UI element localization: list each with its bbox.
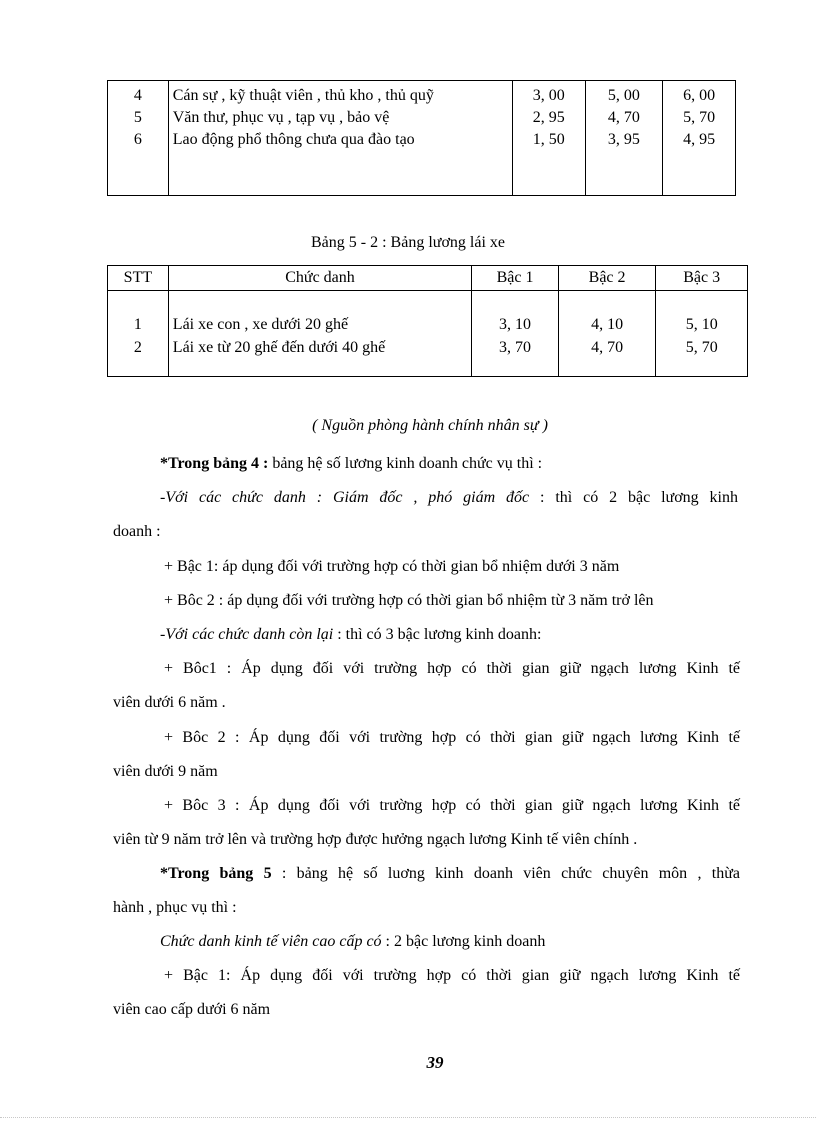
paragraph-text: : thì có 2 bậc lương kinh bbox=[529, 489, 738, 506]
grade-2-value: 4, 10 bbox=[591, 316, 624, 333]
row-number: 4 bbox=[133, 87, 142, 104]
paragraph-italic: Chức danh kinh tế viên cao cấp có bbox=[160, 933, 382, 950]
paragraph-line: viên dưới 6 năm . bbox=[113, 694, 226, 711]
paragraph-other-titles bbox=[160, 626, 541, 644]
paragraph-senior-economist bbox=[160, 933, 545, 951]
paragraph-lead: *Trong bảng 5 bbox=[160, 865, 272, 882]
grade-2-value: 5, 00 bbox=[607, 87, 640, 104]
grade-1-value: 1, 50 bbox=[532, 131, 565, 148]
page-number: 39 bbox=[426, 1053, 444, 1072]
grade-3-value: 5, 10 bbox=[685, 316, 718, 333]
paragraph-line: + Bậc 1: Áp dụng đối với trường hợp có thời gian giữ ngạch lương Kinh tế bbox=[164, 967, 740, 984]
table-row bbox=[108, 81, 736, 196]
grade-3-value: 5, 70 bbox=[683, 109, 716, 126]
grade-3-value: 5, 70 bbox=[685, 339, 718, 356]
grade-1-value: 2, 95 bbox=[532, 109, 565, 126]
grade-2-value: 3, 95 bbox=[607, 131, 640, 148]
paragraph-line: + Bôc 2 : áp dụng đối với trường hợp có thời gian bổ nhiệm từ 3 năm trở lên bbox=[164, 592, 654, 609]
column-header: Bậc 3 bbox=[656, 266, 748, 291]
paragraph-table4 bbox=[160, 455, 542, 473]
grade-1-value: 3, 70 bbox=[499, 339, 531, 356]
table-header-row bbox=[108, 266, 748, 291]
driver-salary-table bbox=[107, 265, 748, 377]
grade-1-value: 3, 10 bbox=[499, 316, 531, 333]
paragraph-line: + Bôc 3 : Áp dụng đối với trường hợp có thời gian giữ ngạch lương Kinh tế bbox=[164, 797, 740, 814]
grade-2-value: 4, 70 bbox=[607, 109, 640, 126]
paragraph-line: viên từ 9 năm trở lên và trường hợp được hưởng ngạch lương Kinh tế viên chính . bbox=[113, 831, 638, 848]
table-caption: Bảng 5 - 2 : Bảng lương lái xe bbox=[311, 234, 505, 251]
grade-1-value: 3, 00 bbox=[532, 87, 565, 104]
paragraph-text: bảng hệ số lương kinh doanh chức vụ thì : bbox=[268, 455, 543, 472]
paragraph-lead: *Trong bảng 4 : bbox=[160, 455, 269, 472]
job-title: Lao động phổ thông chưa qua đào tạo bbox=[172, 131, 415, 148]
job-title: Lái xe từ 20 ghế đến dưới 40 ghế bbox=[172, 339, 386, 356]
table-row bbox=[108, 291, 748, 377]
paragraph-line: doanh : bbox=[113, 523, 161, 540]
paragraph-text: : 2 bậc lương kinh doanh bbox=[381, 933, 546, 950]
paragraph-table5 bbox=[160, 865, 740, 883]
job-title: Cán sự , kỹ thuật viên , thủ kho , thủ quỹ bbox=[172, 87, 434, 104]
row-number: 2 bbox=[133, 339, 142, 356]
paragraph-line: viên cao cấp dưới 6 năm bbox=[113, 1001, 271, 1018]
paragraph-italic: -Với các chức danh : Giám đốc , phó giám đốc bbox=[160, 489, 530, 506]
job-title: Lái xe con , xe dưới 20 ghế bbox=[172, 316, 349, 333]
paragraph-italic: -Với các chức danh còn lại bbox=[160, 626, 334, 643]
grade-3-value: 4, 95 bbox=[683, 131, 716, 148]
paragraph-line: hành , phục vụ thì : bbox=[113, 899, 237, 916]
job-title: Văn thư, phục vụ , tạp vụ , bảo vệ bbox=[172, 109, 390, 126]
grade-3-value: 6, 00 bbox=[683, 87, 716, 104]
paragraph-line: + Bôc1 : Áp dụng đối với trường hợp có thời gian giữ ngạch lương Kinh tế bbox=[164, 660, 740, 677]
paragraph-text: : thì có 3 bậc lương kinh doanh: bbox=[333, 626, 542, 643]
paragraph-text: : bảng hệ số luơng kinh doanh viên chức chuyên môn , thừa bbox=[271, 865, 740, 882]
row-number: 6 bbox=[133, 131, 142, 148]
source-note: ( Nguồn phòng hành chính nhân sự ) bbox=[312, 417, 548, 434]
paragraph-line: + Bôc 2 : Áp dụng đối với trường hợp có thời gian giữ ngạch lương Kinh tế bbox=[164, 729, 740, 746]
row-number: 5 bbox=[133, 109, 142, 126]
grade-2-value: 4, 70 bbox=[591, 339, 624, 356]
paragraph-directors bbox=[160, 489, 738, 507]
column-header: Chức danh bbox=[168, 266, 471, 291]
column-header: Bậc 1 bbox=[472, 266, 559, 291]
footer-divider bbox=[0, 1117, 816, 1118]
salary-table-continued bbox=[107, 80, 736, 196]
column-header: STT bbox=[108, 266, 169, 291]
paragraph-line: + Bậc 1: áp dụng đối với trường hợp có thời gian bổ nhiệm dưới 3 năm bbox=[164, 558, 620, 575]
row-number: 1 bbox=[133, 316, 142, 333]
column-header: Bậc 2 bbox=[558, 266, 656, 291]
paragraph-line: viên dưới 9 năm bbox=[113, 763, 218, 780]
